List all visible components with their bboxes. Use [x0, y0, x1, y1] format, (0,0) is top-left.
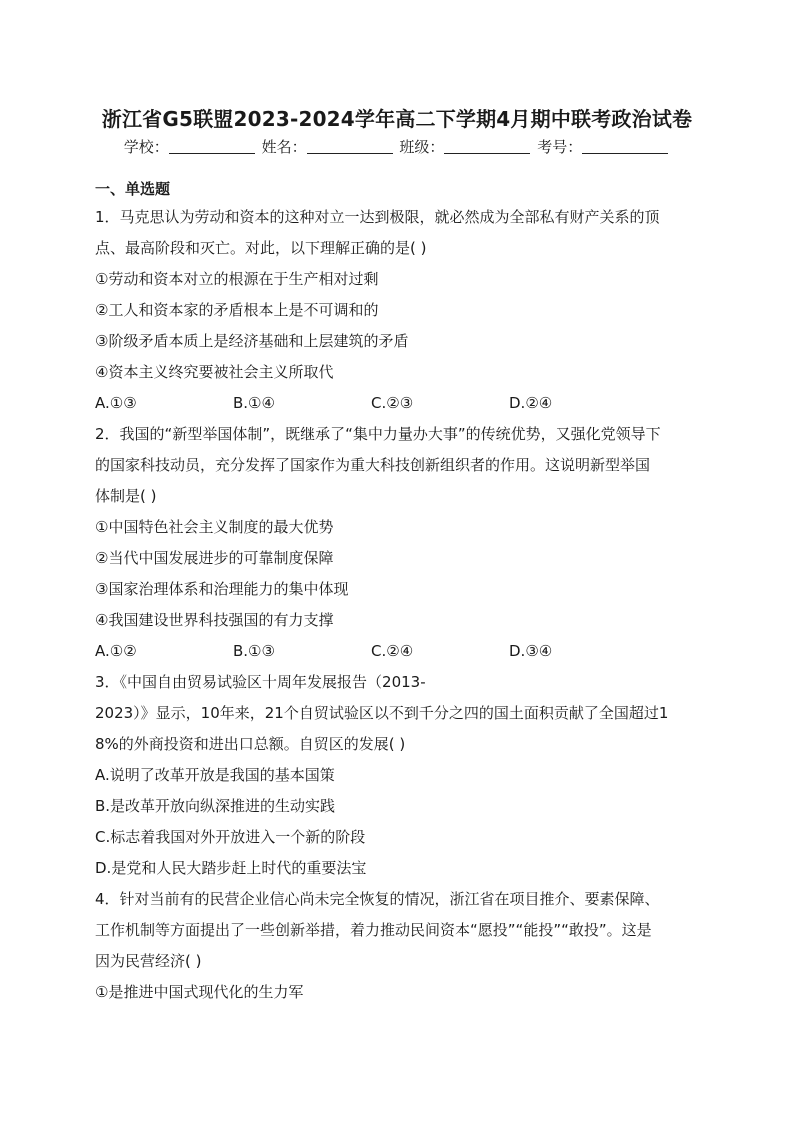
statement-item: ②当代中国发展进步的可靠制度保障 [95, 549, 334, 567]
question-stem-line: 工作机制等方面提出了一些创新举措，着力推动民间资本“愿投”“能投”“敢投”。这是 [95, 921, 652, 939]
statement-item: ④我国建设世界科技强国的有力支撑 [95, 611, 334, 629]
name-label: 姓名： [261, 138, 307, 156]
class-blank[interactable] [444, 139, 530, 154]
statement-item: ①劳动和资本对立的根源在于生产相对过剩 [95, 270, 379, 288]
question-stem-line: 2．我国的“新型举国体制”，既继承了“集中力量办大事”的传统优势，又强化党领导下 [95, 425, 661, 443]
class-label: 班级： [399, 138, 445, 156]
statement-item: ②工人和资本家的矛盾根本上是不可调和的 [95, 301, 379, 319]
question-stem-line: 因为民营经济( ) [95, 952, 202, 970]
question-2 [95, 419, 700, 667]
option-d[interactable]: D.③④ [509, 642, 553, 660]
exam-title: 浙江省G5联盟2023-2024学年高二下学期4月期中联考政治试卷 [101, 107, 693, 131]
section-title: 一、单选题 [95, 180, 171, 198]
statement-item: ①中国特色社会主义制度的最大优势 [95, 518, 334, 536]
option-b[interactable]: B.①④ [233, 394, 275, 412]
question-4 [95, 884, 700, 1008]
question-stem-line: 2023）》显示，10年来，21个自贸试验区以不到千分之四的国土面积贡献了全国超过1 [95, 704, 669, 722]
question-stem-line: 体制是( ) [95, 487, 157, 505]
student-info-line [0, 136, 794, 157]
school-blank[interactable] [169, 139, 255, 154]
answer-options [95, 388, 700, 419]
option-a[interactable]: A.①③ [95, 394, 137, 412]
school-label: 学校： [123, 138, 169, 156]
option-c[interactable]: C.标志着我国对外开放进入一个新的阶段 [95, 828, 366, 846]
question-stem-line: 点、最高阶段和灭亡。对此，以下理解正确的是( ) [95, 239, 427, 257]
question-1 [95, 202, 700, 419]
exam-content [95, 178, 700, 1008]
answer-options [95, 636, 700, 667]
option-a[interactable]: A.①② [95, 642, 137, 660]
statement-item: ③阶级矛盾本质上是经济基础和上层建筑的矛盾 [95, 332, 409, 350]
exam-number-blank[interactable] [582, 139, 668, 154]
question-stem-line: 8%的外商投资和进出口总额。自贸区的发展( ) [95, 735, 406, 753]
option-a[interactable]: A.说明了改革开放是我国的基本国策 [95, 766, 335, 784]
option-d[interactable]: D.②④ [509, 394, 553, 412]
option-b[interactable]: B.是改革开放向纵深推进的生动实践 [95, 797, 336, 815]
option-d[interactable]: D.是党和人民大踏步赶上时代的重要法宝 [95, 859, 367, 877]
question-stem-line: 4．针对当前有的民营企业信心尚未完全恢复的情况，浙江省在项目推介、要素保障、 [95, 890, 660, 908]
statement-item: ④资本主义终究要被社会主义所取代 [95, 363, 334, 381]
question-3 [95, 667, 700, 884]
option-b[interactable]: B.①③ [233, 642, 275, 660]
option-c[interactable]: C.②③ [371, 394, 414, 412]
question-stem-line: 3．《中国自由贸易试验区十周年发展报告（2013- [95, 673, 426, 691]
statement-item: ①是推进中国式现代化的生力军 [95, 983, 304, 1001]
option-c[interactable]: C.②④ [371, 642, 414, 660]
question-stem-line: 的国家科技动员，充分发挥了国家作为重大科技创新组织者的作用。这说明新型举国 [95, 456, 651, 474]
name-blank[interactable] [307, 139, 393, 154]
question-stem-line: 1．马克思认为劳动和资本的这种对立一达到极限，就必然成为全部私有财产关系的顶 [95, 208, 660, 226]
statement-item: ③国家治理体系和治理能力的集中体现 [95, 580, 349, 598]
exam-number-label: 考号： [537, 138, 583, 156]
